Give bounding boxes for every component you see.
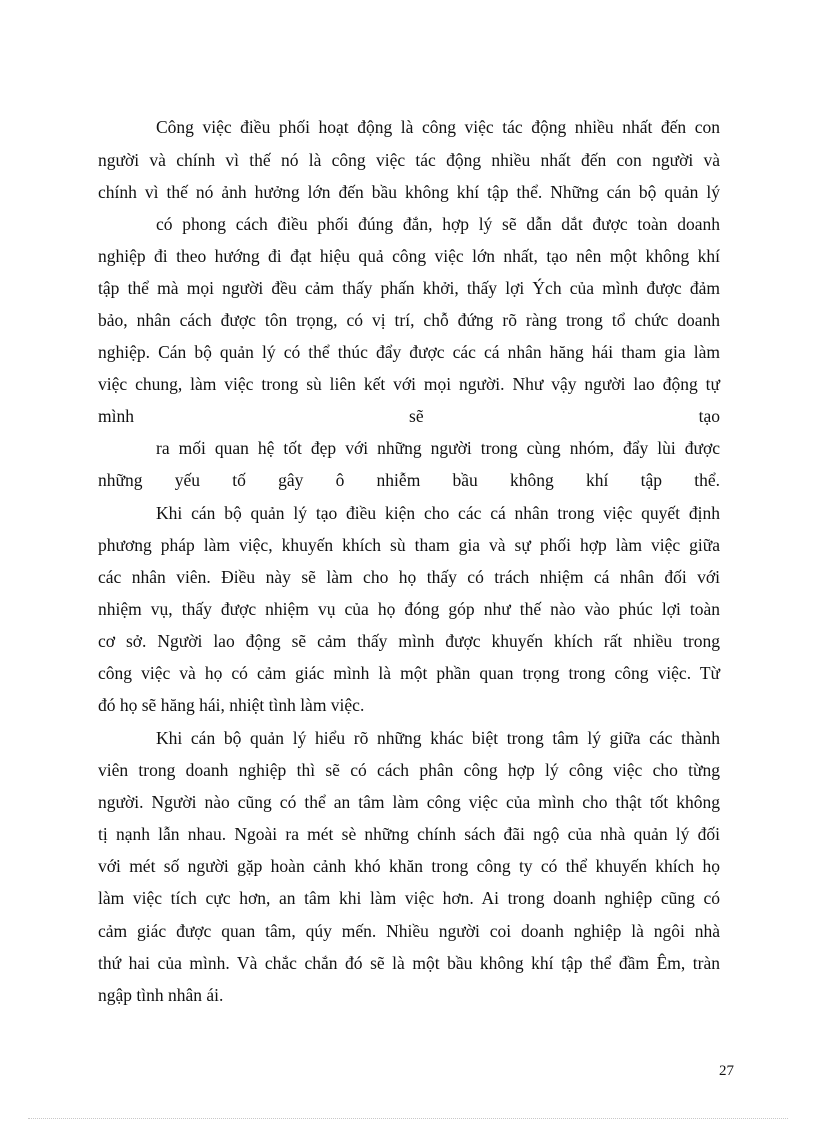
text-line: Khi cán bộ quản lý tạo điều kiện cho các cá nhân trong việc quyết định [156, 503, 720, 523]
page-number: 27 [719, 1063, 734, 1079]
text-line: với mét số người gặp hoàn cảnh khó khăn trong công ty có thể khuyến khích họ [98, 856, 720, 876]
text-line: những yếu tố gây ô nhiễm bầu không khí tập thể. [98, 470, 720, 490]
text-line: đó họ sẽ hăng hái, nhiệt tình làm việc. [98, 695, 365, 715]
text-line: tị nạnh lẫn nhau. Ngoài ra mét sè những chính sách đãi ngộ của nhà quản lý đối [98, 824, 720, 844]
text-line: chính vì thế nó ảnh hưởng lớn đến bầu không khí tập thể. Những cán bộ quản lý [98, 182, 720, 202]
text-line: mình sẽ tạo [98, 406, 720, 426]
text-line: Công việc điều phối hoạt động là công việc tác động nhiều nhất đến con [156, 117, 720, 137]
text-line: ngập tình nhân ái. [98, 985, 224, 1005]
page-border-dotted [28, 1118, 788, 1119]
text-line: phương pháp làm việc, khuyến khích sù tham gia và sự phối hợp làm việc giữa [98, 535, 720, 555]
text-line: việc chung, làm việc trong sù liên kết với mọi người. Như vậy người lao động tự [98, 374, 720, 394]
text-line: thứ hai của mình. Và chắc chắn đó sẽ là một bầu không khí tập thể đầm Êm, tràn [98, 953, 720, 973]
text-line: có phong cách điều phối đúng đắn, hợp lý sẽ dẫn dắt được toàn doanh [156, 214, 720, 234]
text-line: các nhân viên. Điều này sẽ làm cho họ thấy có trách nhiệm cá nhân đối với [98, 567, 720, 587]
text-line: công việc và họ có cảm giác mình là một phần quan trọng trong công việc. Từ [98, 663, 720, 683]
text-line: Khi cán bộ quản lý hiểu rõ những khác biệt trong tâm lý giữa các thành [156, 728, 720, 748]
text-line: ra mối quan hệ tốt đẹp với những người trong cùng nhóm, đẩy lùi được [156, 438, 720, 458]
text-line: cảm giác được quan tâm, qúy mến. Nhiều người coi doanh nghiệp là ngôi nhà [98, 921, 720, 941]
text-line: nghiệp. Cán bộ quản lý có thể thúc đẩy được các cá nhân hăng hái tham gia làm [98, 342, 720, 362]
text-line: cơ sở. Người lao động sẽ cảm thấy mình được khuyến khích rất nhiều trong [98, 631, 720, 651]
text-line: người. Người nào cũng có thể an tâm làm công việc của mình cho thật tốt không [98, 792, 720, 812]
text-line: viên trong doanh nghiệp thì sẽ có cách phân công hợp lý công việc cho từng [98, 760, 720, 780]
text-line: bảo, nhân cách được tôn trọng, có vị trí, chỗ đứng rõ ràng trong tổ chức doanh [98, 310, 720, 330]
text-line: người và chính vì thế nó là công việc tác động nhiều nhất đến con người và [98, 150, 720, 170]
text-line: nghiệp đi theo hướng đi đạt hiệu quả công việc lớn nhất, tạo nên một không khí [98, 246, 720, 266]
text-line: tập thể mà mọi người đều cảm thấy phấn khởi, thấy lợi Ých của mình được đảm [98, 278, 720, 298]
text-line: nhiệm vụ, thấy được nhiệm vụ của họ đóng góp như thế nào vào phúc lợi toàn [98, 599, 720, 619]
text-line: làm việc tích cực hơn, an tâm khi làm việc hơn. Ai trong doanh nghiệp cũng có [98, 888, 720, 908]
